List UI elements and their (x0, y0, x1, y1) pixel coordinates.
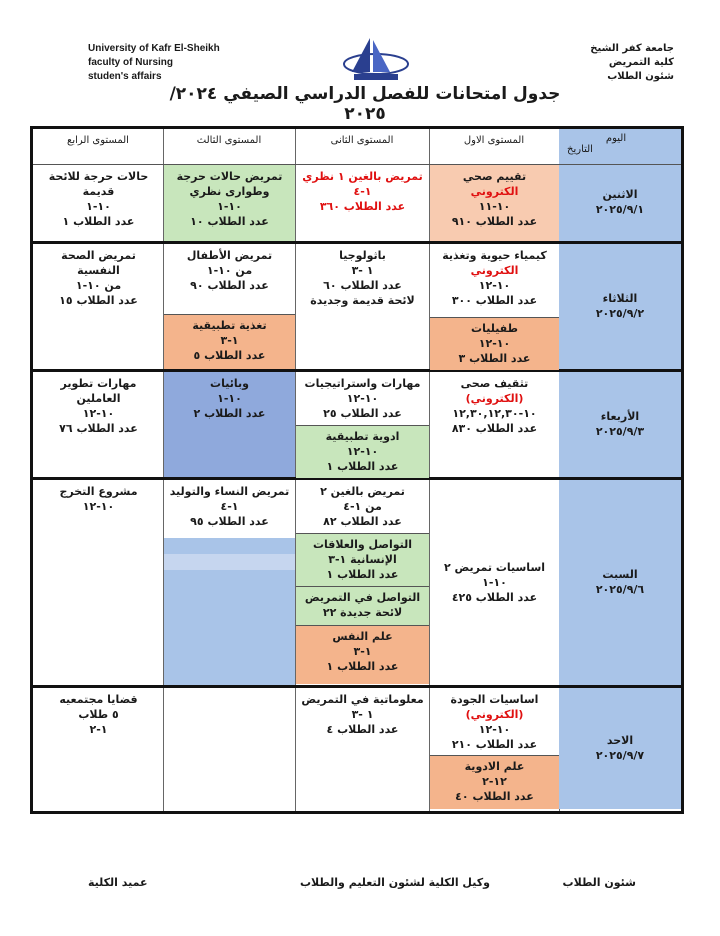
exam-detail: الإنسانية ١-٣ (328, 553, 397, 566)
exam-subject: حالات حرجة للائحة (48, 170, 149, 183)
day-name: الاثنين (602, 188, 638, 201)
faculty-name-en: faculty of Nursing (88, 57, 174, 68)
header-l1: المستوى الاول (463, 135, 525, 146)
header-day-date (559, 129, 681, 165)
exam-cell-l1 (430, 165, 559, 241)
exam-cell-l1 (430, 480, 559, 685)
day-date: ٢٠٢٥/٩/٦ (595, 582, 645, 596)
exam-detail: (الكتروني) (465, 392, 524, 405)
exam-detail: ١-٢ (89, 723, 108, 736)
department-name-ar: شئون الطلاب (607, 71, 674, 82)
exam-subject: مشروع التخرج (59, 485, 138, 498)
exam-subject: ادوية تطبيقية (325, 430, 400, 443)
exam-detail: عدد الطلاب ١ (326, 460, 399, 473)
header-date: التاريخ (567, 144, 593, 155)
exam-detail: من ١٠-١ (75, 279, 122, 292)
day-date: ٢٠٢٥/٩/١ (595, 203, 645, 216)
exam-detail: عدد الطلاب ٧٦ (59, 422, 138, 435)
exam-cell-l3 (164, 688, 295, 809)
page-title: جدول امتحانات للفصل الدراسي الصيفي ٢٠٢٤/ ٢٠٢٥ (169, 84, 561, 124)
exam-detail: ١٠-١١ (478, 200, 511, 213)
cell-divider (296, 586, 429, 587)
exam-cell-l1 (430, 317, 559, 370)
exam-detail: ١٠-١٢ (346, 445, 379, 458)
exam-detail: ٥ طلاب (78, 708, 119, 721)
exam-detail: ١٢-٢ (482, 775, 507, 788)
exam-cell-l4 (34, 244, 163, 369)
exam-detail: عدد الطلاب ٣٠٠ (451, 294, 538, 307)
exam-detail: عدد الطلاب ٤٠ (455, 790, 534, 803)
exam-detail: عدد الطلاب ٩١٠ (451, 215, 538, 228)
exam-cell-l1 (430, 755, 559, 809)
day-name: السبت (602, 567, 638, 581)
exam-detail: ١٠-١ (482, 576, 507, 589)
exam-detail: ١٠-١٢ (82, 407, 115, 420)
exam-detail: ١٠-١ (217, 200, 242, 213)
exam-schedule-table (30, 126, 684, 814)
university-logo (340, 34, 412, 84)
exam-detail: الكتروني (470, 264, 519, 277)
exam-cell-l1 (430, 244, 559, 317)
exam-detail: النفسية (77, 264, 120, 277)
exam-cell-l3 (164, 165, 295, 241)
exam-detail: العاملين (76, 392, 121, 405)
exam-detail: لائحة جديدة ٢٢ (322, 606, 403, 619)
exam-detail: عدد الطلاب ٨٣٠ (451, 422, 538, 435)
exam-cell-l2 (296, 244, 429, 369)
header-l2: المستوى الثانى (330, 135, 394, 146)
exam-subject: تغذية تطبيقية (192, 319, 267, 332)
exam-subject: قضايا مجتمعيه (59, 693, 138, 706)
exam-detail: ١-٣ (353, 645, 372, 658)
exam-detail: ١٠-١٢ (478, 279, 511, 292)
exam-subject: وبائيات (210, 377, 249, 390)
exam-subject: تثقيف صحى (460, 377, 529, 390)
exam-subject: تمريض بالغين ١ نظري (302, 170, 423, 183)
exam-detail: عدد الطلاب ١ (326, 568, 399, 581)
day-cell (559, 372, 681, 477)
exam-cell-l4 (34, 688, 163, 809)
exam-detail: عدد الطلاب ١٥ (59, 294, 138, 307)
exam-detail: ١٠-١٢ (478, 723, 511, 736)
department-name-en: studen's affairs (88, 71, 162, 82)
exam-detail: عدد الطلاب ٢ (193, 407, 266, 420)
university-name-en: University of Kafr El-Sheikh (88, 43, 220, 54)
exam-subject: علم النفس (332, 630, 393, 643)
exam-detail: ١٠-١ (86, 200, 111, 213)
exam-detail: عدد الطلاب ٣ (458, 352, 531, 365)
exam-detail: عدد الطلاب ١ (326, 660, 399, 673)
exam-detail: (الكتروني) (465, 708, 524, 721)
exam-subject: معلوماتية في التمريض (301, 693, 424, 706)
signature-dean: عميد الكلية (88, 876, 148, 889)
exam-detail: ١٠-١٢ (346, 392, 379, 405)
cell-divider (164, 314, 295, 315)
exam-subject: مهارات تطوير (60, 377, 137, 390)
day-cell (559, 244, 681, 369)
exam-detail: وطوارى نظري (189, 185, 270, 198)
exam-detail: عدد الطلاب ٢٥ (323, 407, 402, 420)
day-cell (559, 165, 681, 241)
exam-subject: طفيليات (471, 322, 518, 335)
exam-subject: تمريض الصحة (61, 249, 136, 262)
signature-vice-dean: وكيل الكلية لشئون التعليم والطلاب (300, 876, 490, 889)
cell-divider (296, 625, 429, 626)
exam-detail: عدد الطلاب ٩٠ (190, 279, 269, 292)
exam-cell-l2 (296, 372, 429, 425)
cell-divider (296, 533, 429, 534)
exam-detail: عدد الطلاب ٩٥ (190, 515, 269, 528)
exam-cell-l1 (430, 372, 559, 477)
exam-subject: اساسيات الجودة (450, 693, 539, 706)
exam-detail: لائحة قديمة وجديدة (310, 294, 415, 307)
exam-cell-l4 (34, 165, 163, 241)
exam-subject: تمريض الأطفال (186, 249, 273, 262)
exam-detail: ١ -٣ (351, 264, 374, 277)
exam-cell-l2 (296, 425, 429, 478)
day-name: الاحد (606, 733, 634, 747)
exam-subject: التواصل والعلاقات (312, 538, 413, 551)
day-date: ٢٠٢٥/٩/٧ (595, 748, 645, 762)
exam-detail: ١٠-١٢ (478, 337, 511, 350)
exam-detail: من ١-٤ (343, 500, 382, 513)
exam-detail: ١-٣ (220, 334, 239, 347)
exam-subject: مهارات واستراتيجيات (304, 377, 421, 390)
exam-detail: قديمة (82, 185, 115, 198)
exam-subject: تمريض بالغين ٢ (320, 485, 405, 498)
exam-detail: الكتروني (470, 185, 519, 198)
exam-subject: اساسيات تمريض ٢ (443, 561, 546, 574)
faculty-name-ar: كلية التمريض (608, 57, 674, 68)
day-name: الأربعاء (600, 409, 640, 423)
exam-detail: عدد الطلاب ٤ (326, 723, 399, 736)
exam-detail: ١-٤ (353, 185, 372, 198)
exam-detail: عدد الطلاب ٤٢٥ (451, 591, 538, 604)
exam-detail: من ١٠-١ (206, 264, 253, 277)
exam-cell-l3 (164, 314, 295, 369)
exam-cell-l2 (296, 533, 429, 586)
exam-detail: ١ -٣ (351, 708, 374, 721)
exam-cell-l3 (164, 244, 295, 314)
exam-cell-l1 (430, 688, 559, 755)
exam-subject: تقييم صحي (462, 170, 527, 183)
exam-detail: عدد الطلاب ١٠ (190, 215, 269, 228)
exam-detail: ١٠-١٢ (82, 500, 115, 513)
exam-cell-l2 (296, 586, 429, 625)
day-cell (559, 688, 681, 809)
exam-subject: كيمياء حيوية وتغذية (442, 249, 547, 262)
exam-cell-l2 (296, 688, 429, 809)
exam-cell-l4 (34, 372, 163, 477)
exam-detail: عدد الطلاب ٨٢ (323, 515, 402, 528)
exam-detail: ١٠-١٢,٣٠,١٢,٣٠ (452, 407, 537, 420)
exam-cell-l2 (296, 480, 429, 533)
cell-divider (430, 755, 559, 756)
exam-subject: باثولوجيا (339, 249, 386, 262)
exam-detail: ١-٤ (220, 500, 239, 513)
university-name-ar: جامعة كفر الشيخ (590, 43, 674, 54)
exam-detail: عدد الطلاب ٣٦٠ (319, 200, 406, 213)
header-l4: المستوى الرابع (67, 135, 129, 146)
signature-student-affairs: شئون الطلاب (562, 876, 636, 889)
exam-detail: عدد الطلاب ٦٠ (323, 279, 402, 292)
exam-subject: تمريض حالات حرجة (176, 170, 283, 183)
exam-cell-l3 (164, 372, 295, 477)
exam-detail: عدد الطلاب ٥ (193, 349, 266, 362)
exam-subject: علم الادوية (464, 760, 525, 773)
empty-shaded-strip (164, 554, 295, 570)
exam-subject: التواصل في التمريض (304, 591, 421, 604)
day-cell (559, 480, 681, 685)
day-date: ٢٠٢٥/٩/٢ (595, 306, 645, 320)
exam-subject: تمريض النساء والتوليد (169, 485, 290, 498)
header-english (88, 42, 220, 84)
exam-cell-l4 (34, 480, 163, 685)
cell-divider (296, 425, 429, 426)
day-name: الثلاثاء (602, 291, 638, 305)
header-arabic (590, 42, 674, 84)
exam-cell-l2 (296, 625, 429, 684)
exam-detail: ١٠-١ (217, 392, 242, 405)
exam-detail: عدد الطلاب ٢١٠ (451, 738, 538, 751)
header-day: اليوم (605, 133, 627, 144)
cell-divider (430, 317, 559, 318)
day-date: ٢٠٢٥/٩/٣ (595, 424, 645, 438)
header-l3: المستوى الثالث (196, 135, 262, 146)
exam-detail: عدد الطلاب ١ (62, 215, 135, 228)
exam-cell-l2 (296, 165, 429, 241)
